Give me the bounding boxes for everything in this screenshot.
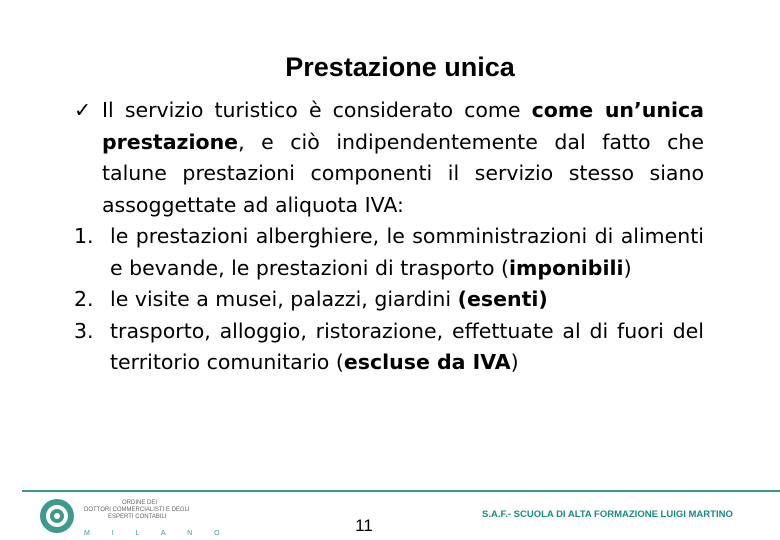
logo-text-1: ORDINE DEI <box>122 500 158 506</box>
list-item-bold: escluse da IVA <box>343 350 511 374</box>
list-item <box>74 221 704 284</box>
odcec-milano-logo <box>38 497 238 539</box>
list-number: 2. <box>74 287 94 311</box>
list-number: 1. <box>74 224 94 248</box>
organization-name: S.A.F.- SCUOLA DI ALTA FORMAZIONE LUIGI MARTINO <box>482 509 733 520</box>
list-item-after: ) <box>623 255 632 280</box>
logo-text-2: DOTTORI COMMERCIALISTI E DEGLI <box>84 507 190 513</box>
list-item <box>74 316 704 379</box>
bullet-text-after: , e ciò indipendentemente dal fatto che talune prestazioni componenti il servizio stesso siano assoggettate ad aliquota IVA: <box>102 129 704 217</box>
list-item-bold: (esenti) <box>457 287 548 311</box>
list-item-text: le visite a musei, palazzi, giardini <box>110 287 458 311</box>
logo-text-milano: M I L A N O <box>84 530 230 537</box>
logo-emblem-icon <box>40 499 74 533</box>
slide-title: Prestazione unica <box>285 52 515 82</box>
logo-text-3: ESPERTI CONTABILI <box>108 514 167 520</box>
list-item-text: trasporto, alloggio, ristorazione, effettuate al di fuori del territorio comunitario ( <box>110 318 704 374</box>
page-number: 11 <box>355 516 373 535</box>
list-number: 3. <box>74 318 94 343</box>
bullet-text-before: Il servizio turistico è considerato come <box>102 98 532 122</box>
bullet-paragraph <box>74 95 704 221</box>
list-item-after: ) <box>510 350 519 374</box>
bullet-text-bold: come un’unica prestazione <box>102 98 704 154</box>
list-item-text: le prestazioni alberghiere, le somministrazioni di alimenti e bevande, le prestazioni di trasporto ( <box>110 224 704 280</box>
checkmark-icon: ✓ <box>74 98 92 122</box>
list-item <box>74 284 704 316</box>
footer-divider <box>22 490 780 492</box>
slide-body <box>74 95 704 379</box>
list-item-bold: imponibili <box>509 255 624 280</box>
